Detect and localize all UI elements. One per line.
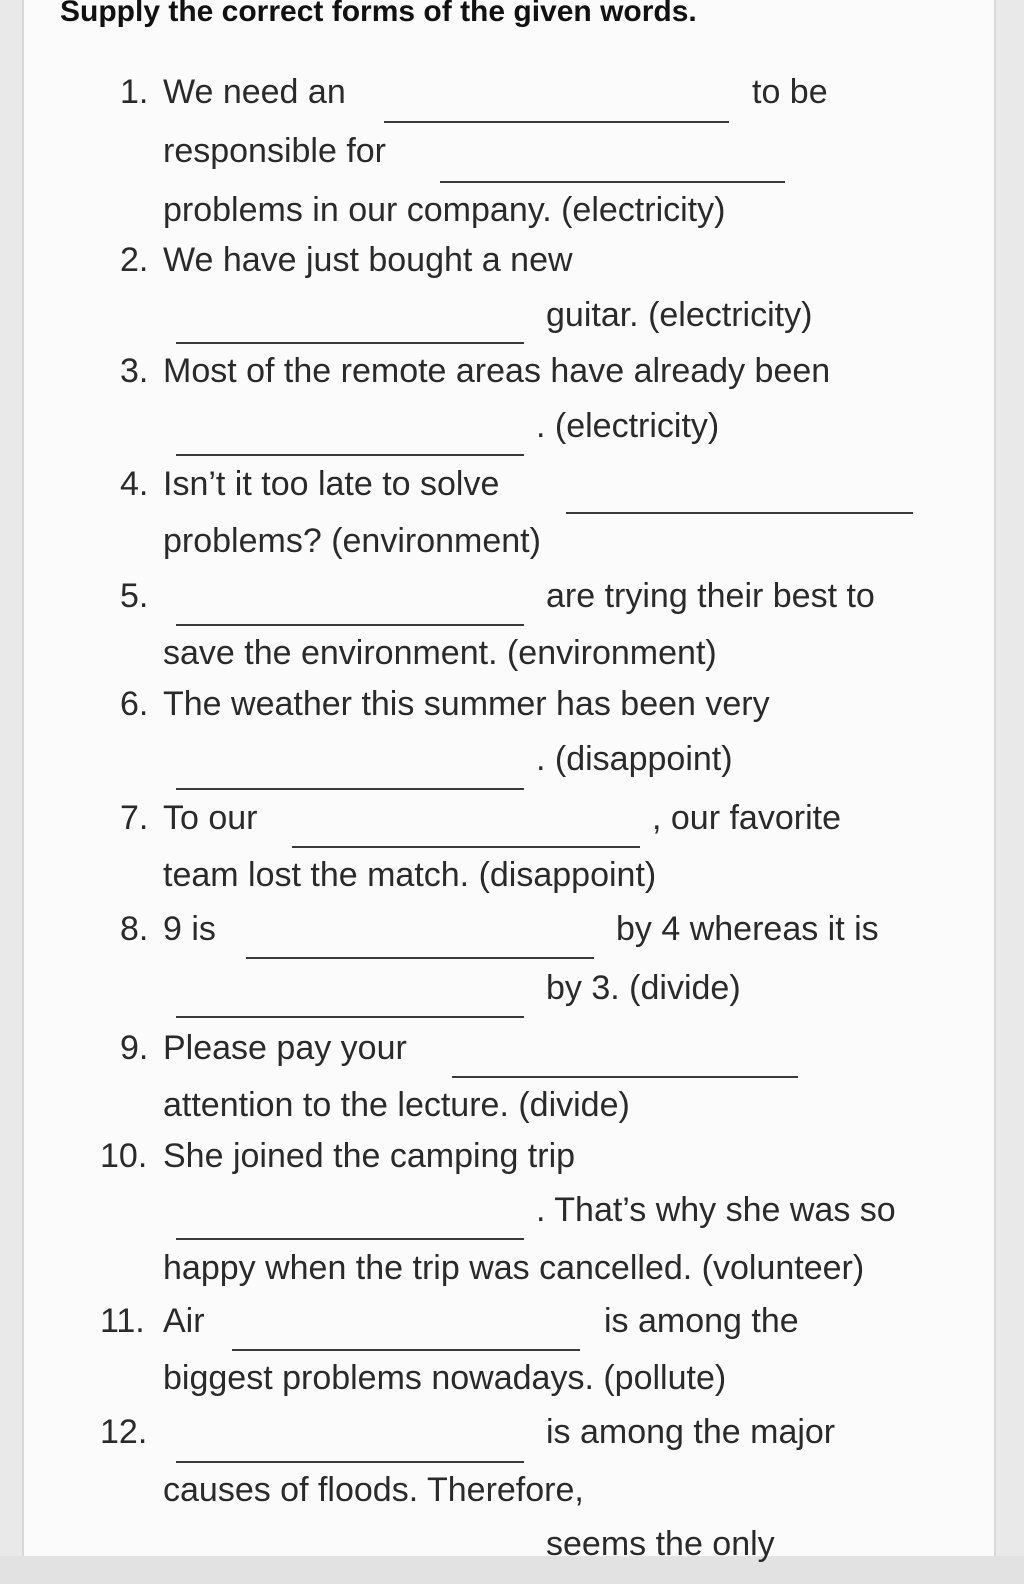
answer-blank-12a[interactable] xyxy=(176,1461,524,1463)
answer-blank-1b[interactable] xyxy=(440,181,785,183)
question-1-text-a: We need an xyxy=(163,73,346,111)
answer-blank-4[interactable] xyxy=(566,512,913,514)
question-9-text-b: attention to the lecture. (divide) xyxy=(163,1086,630,1124)
question-11-text-b: is among the xyxy=(604,1302,799,1340)
question-10-text-a: She joined the camping trip xyxy=(163,1137,576,1175)
question-3-text-a: Most of the remote areas have already been xyxy=(163,352,831,390)
question-5-text-b: save the environment. (environment) xyxy=(163,634,717,672)
answer-blank-2[interactable] xyxy=(176,342,524,344)
answer-blank-7[interactable] xyxy=(292,846,640,848)
question-number-8: 8. xyxy=(120,910,149,948)
page-bottom-edge xyxy=(0,1556,1024,1584)
answer-blank-10[interactable] xyxy=(176,1238,524,1240)
question-6-text-b: . (disappoint) xyxy=(536,740,733,778)
question-number-9: 9. xyxy=(120,1029,149,1067)
question-number-4: 4. xyxy=(120,465,149,503)
question-7-text-c: team lost the match. (disappoint) xyxy=(163,856,657,894)
question-2-text-b: guitar. (electricity) xyxy=(546,296,813,334)
question-7-text-a: To our xyxy=(163,799,258,837)
question-8-text-c: by 3. (divide) xyxy=(546,969,741,1007)
answer-blank-9[interactable] xyxy=(452,1076,798,1078)
question-12-text-c: seems the only xyxy=(546,1525,775,1563)
question-5-text-a: are trying their best to xyxy=(546,577,875,615)
question-9-text-a: Please pay your xyxy=(163,1029,407,1067)
question-6-text-a: The weather this summer has been very xyxy=(163,685,770,723)
question-1-text-c: responsible for xyxy=(163,132,387,170)
question-12-text-b: causes of floods. Therefore, xyxy=(163,1471,584,1509)
question-number-1: 1. xyxy=(120,73,149,111)
question-1-text-d: problems in our company. (electricity) xyxy=(163,191,726,229)
question-1-text-b: to be xyxy=(752,73,828,111)
question-8-text-a: 9 is xyxy=(163,910,216,948)
question-number-6: 6. xyxy=(120,685,149,723)
question-number-7: 7. xyxy=(120,799,149,837)
answer-blank-8b[interactable] xyxy=(176,1016,524,1018)
question-10-text-b: . That’s why she was so xyxy=(536,1191,896,1229)
question-number-5: 5. xyxy=(120,577,149,615)
question-number-12: 12. xyxy=(100,1413,148,1451)
answer-blank-6[interactable] xyxy=(176,788,524,790)
answer-blank-3[interactable] xyxy=(176,454,524,456)
question-10-text-c: happy when the trip was cancelled. (volunteer) xyxy=(163,1249,865,1287)
question-8-text-b: by 4 whereas it is xyxy=(616,910,879,948)
question-3-text-b: . (electricity) xyxy=(536,407,720,445)
question-12-text-a: is among the major xyxy=(546,1413,836,1451)
question-7-text-b: , our favorite xyxy=(652,799,841,837)
answer-blank-1a[interactable] xyxy=(384,121,729,123)
question-number-3: 3. xyxy=(120,352,149,390)
question-11-text-c: biggest problems nowadays. (pollute) xyxy=(163,1359,727,1397)
question-number-11: 11. xyxy=(100,1302,145,1340)
question-4-text-a: Isn’t it too late to solve xyxy=(163,465,500,503)
answer-blank-8a[interactable] xyxy=(246,957,594,959)
question-4-text-b: problems? (environment) xyxy=(163,522,541,560)
answer-blank-5[interactable] xyxy=(176,624,524,626)
answer-blank-11[interactable] xyxy=(232,1349,580,1351)
worksheet-heading: Supply the correct forms of the given words. xyxy=(60,0,697,28)
question-number-2: 2. xyxy=(120,241,149,279)
question-2-text-a: We have just bought a new xyxy=(163,241,573,279)
question-11-text-a: Air xyxy=(163,1302,205,1340)
question-number-10: 10. xyxy=(100,1137,148,1175)
